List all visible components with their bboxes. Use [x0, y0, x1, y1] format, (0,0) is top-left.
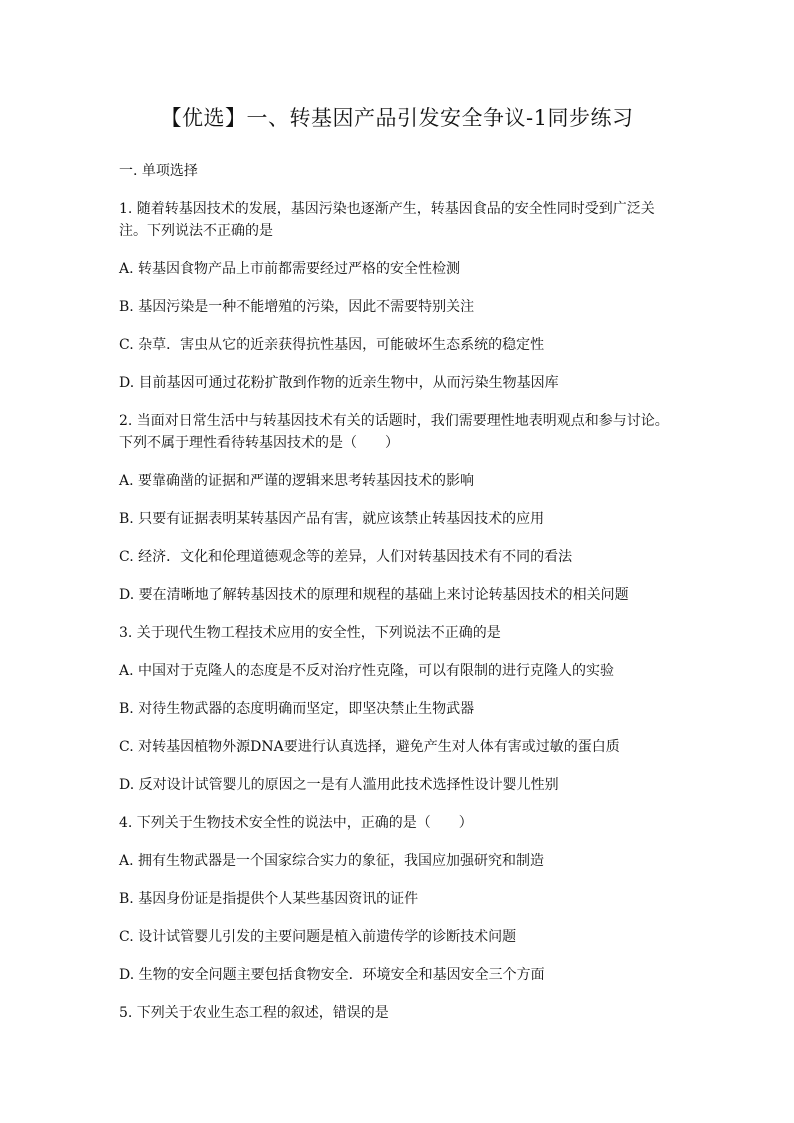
option-b: B. 对待生物武器的态度明确而坚定，即坚决禁止生物武器 [119, 701, 475, 717]
option-c: C. 对转基因植物外源DNA要进行认真选择，避免产生对人体有害或过敏的蛋白质 [119, 739, 620, 755]
option-d: D. 生物的安全问题主要包括食物安全．环境安全和基因安全三个方面 [119, 967, 545, 983]
question-1 [119, 198, 679, 394]
question-stem: 4. 下列关于生物技术安全性的说法中，正确的是（ ） [119, 815, 473, 831]
option-a: A. 要靠确凿的证据和严谨的逻辑来思考转基因技术的影响 [119, 473, 475, 489]
question-3 [119, 622, 679, 796]
option-b: B. 基因身份证是指提供个人某些基因资讯的证件 [119, 891, 419, 907]
option-a: A. 中国对于克隆人的态度是不反对治疗性克隆，可以有限制的进行克隆人的实验 [119, 663, 615, 679]
question-4 [119, 812, 679, 986]
question-stem: 5. 下列关于农业生态工程的叙述，错误的是 [119, 1005, 389, 1021]
question-stem: 3. 关于现代生物工程技术应用的安全性，下列说法不正确的是 [119, 625, 501, 641]
section-heading: 一. 单项选择 [119, 163, 198, 179]
option-d: D. 目前基因可通过花粉扩散到作物的近亲生物中，从而污染生物基因库 [119, 375, 559, 391]
question-stem: 2. 当面对日常生活中与转基因技术有关的话题时，我们需要理性地表明观点和参与讨论。下列不属于理性看待转基因技术的是（ ） [119, 413, 669, 451]
option-a: A. 转基因食物产品上市前都需要经过严格的安全性检测 [119, 261, 461, 277]
question-5 [119, 1002, 679, 1024]
document-title: 【优选】一、转基因产品引发安全争议-1同步练习 [160, 106, 634, 130]
option-c: C. 经济．文化和伦理道德观念等的差异，人们对转基因技术有不同的看法 [119, 549, 573, 565]
question-2 [119, 410, 679, 606]
option-d: D. 要在清晰地了解转基因技术的原理和规程的基础上来讨论转基因技术的相关问题 [119, 587, 629, 603]
option-c: C. 设计试管婴儿引发的主要问题是植入前遗传学的诊断技术问题 [119, 929, 517, 945]
option-c: C. 杂草．害虫从它的近亲获得抗性基因，可能破坏生态系统的稳定性 [119, 337, 545, 353]
option-b: B. 基因污染是一种不能增殖的污染，因此不需要特别关注 [119, 299, 475, 315]
option-b: B. 只要有证据表明某转基因产品有害，就应该禁止转基因技术的应用 [119, 511, 545, 527]
question-stem: 1. 随着转基因技术的发展，基因污染也逐渐产生，转基因食品的安全性同时受到广泛关注。下列说法不正确的是 [119, 201, 655, 239]
document-body [119, 160, 679, 1040]
option-a: A. 拥有生物武器是一个国家综合实力的象征，我国应加强研究和制造 [119, 853, 545, 869]
option-d: D. 反对设计试管婴儿的原因之一是有人滥用此技术选择性设计婴儿性别 [119, 777, 559, 793]
